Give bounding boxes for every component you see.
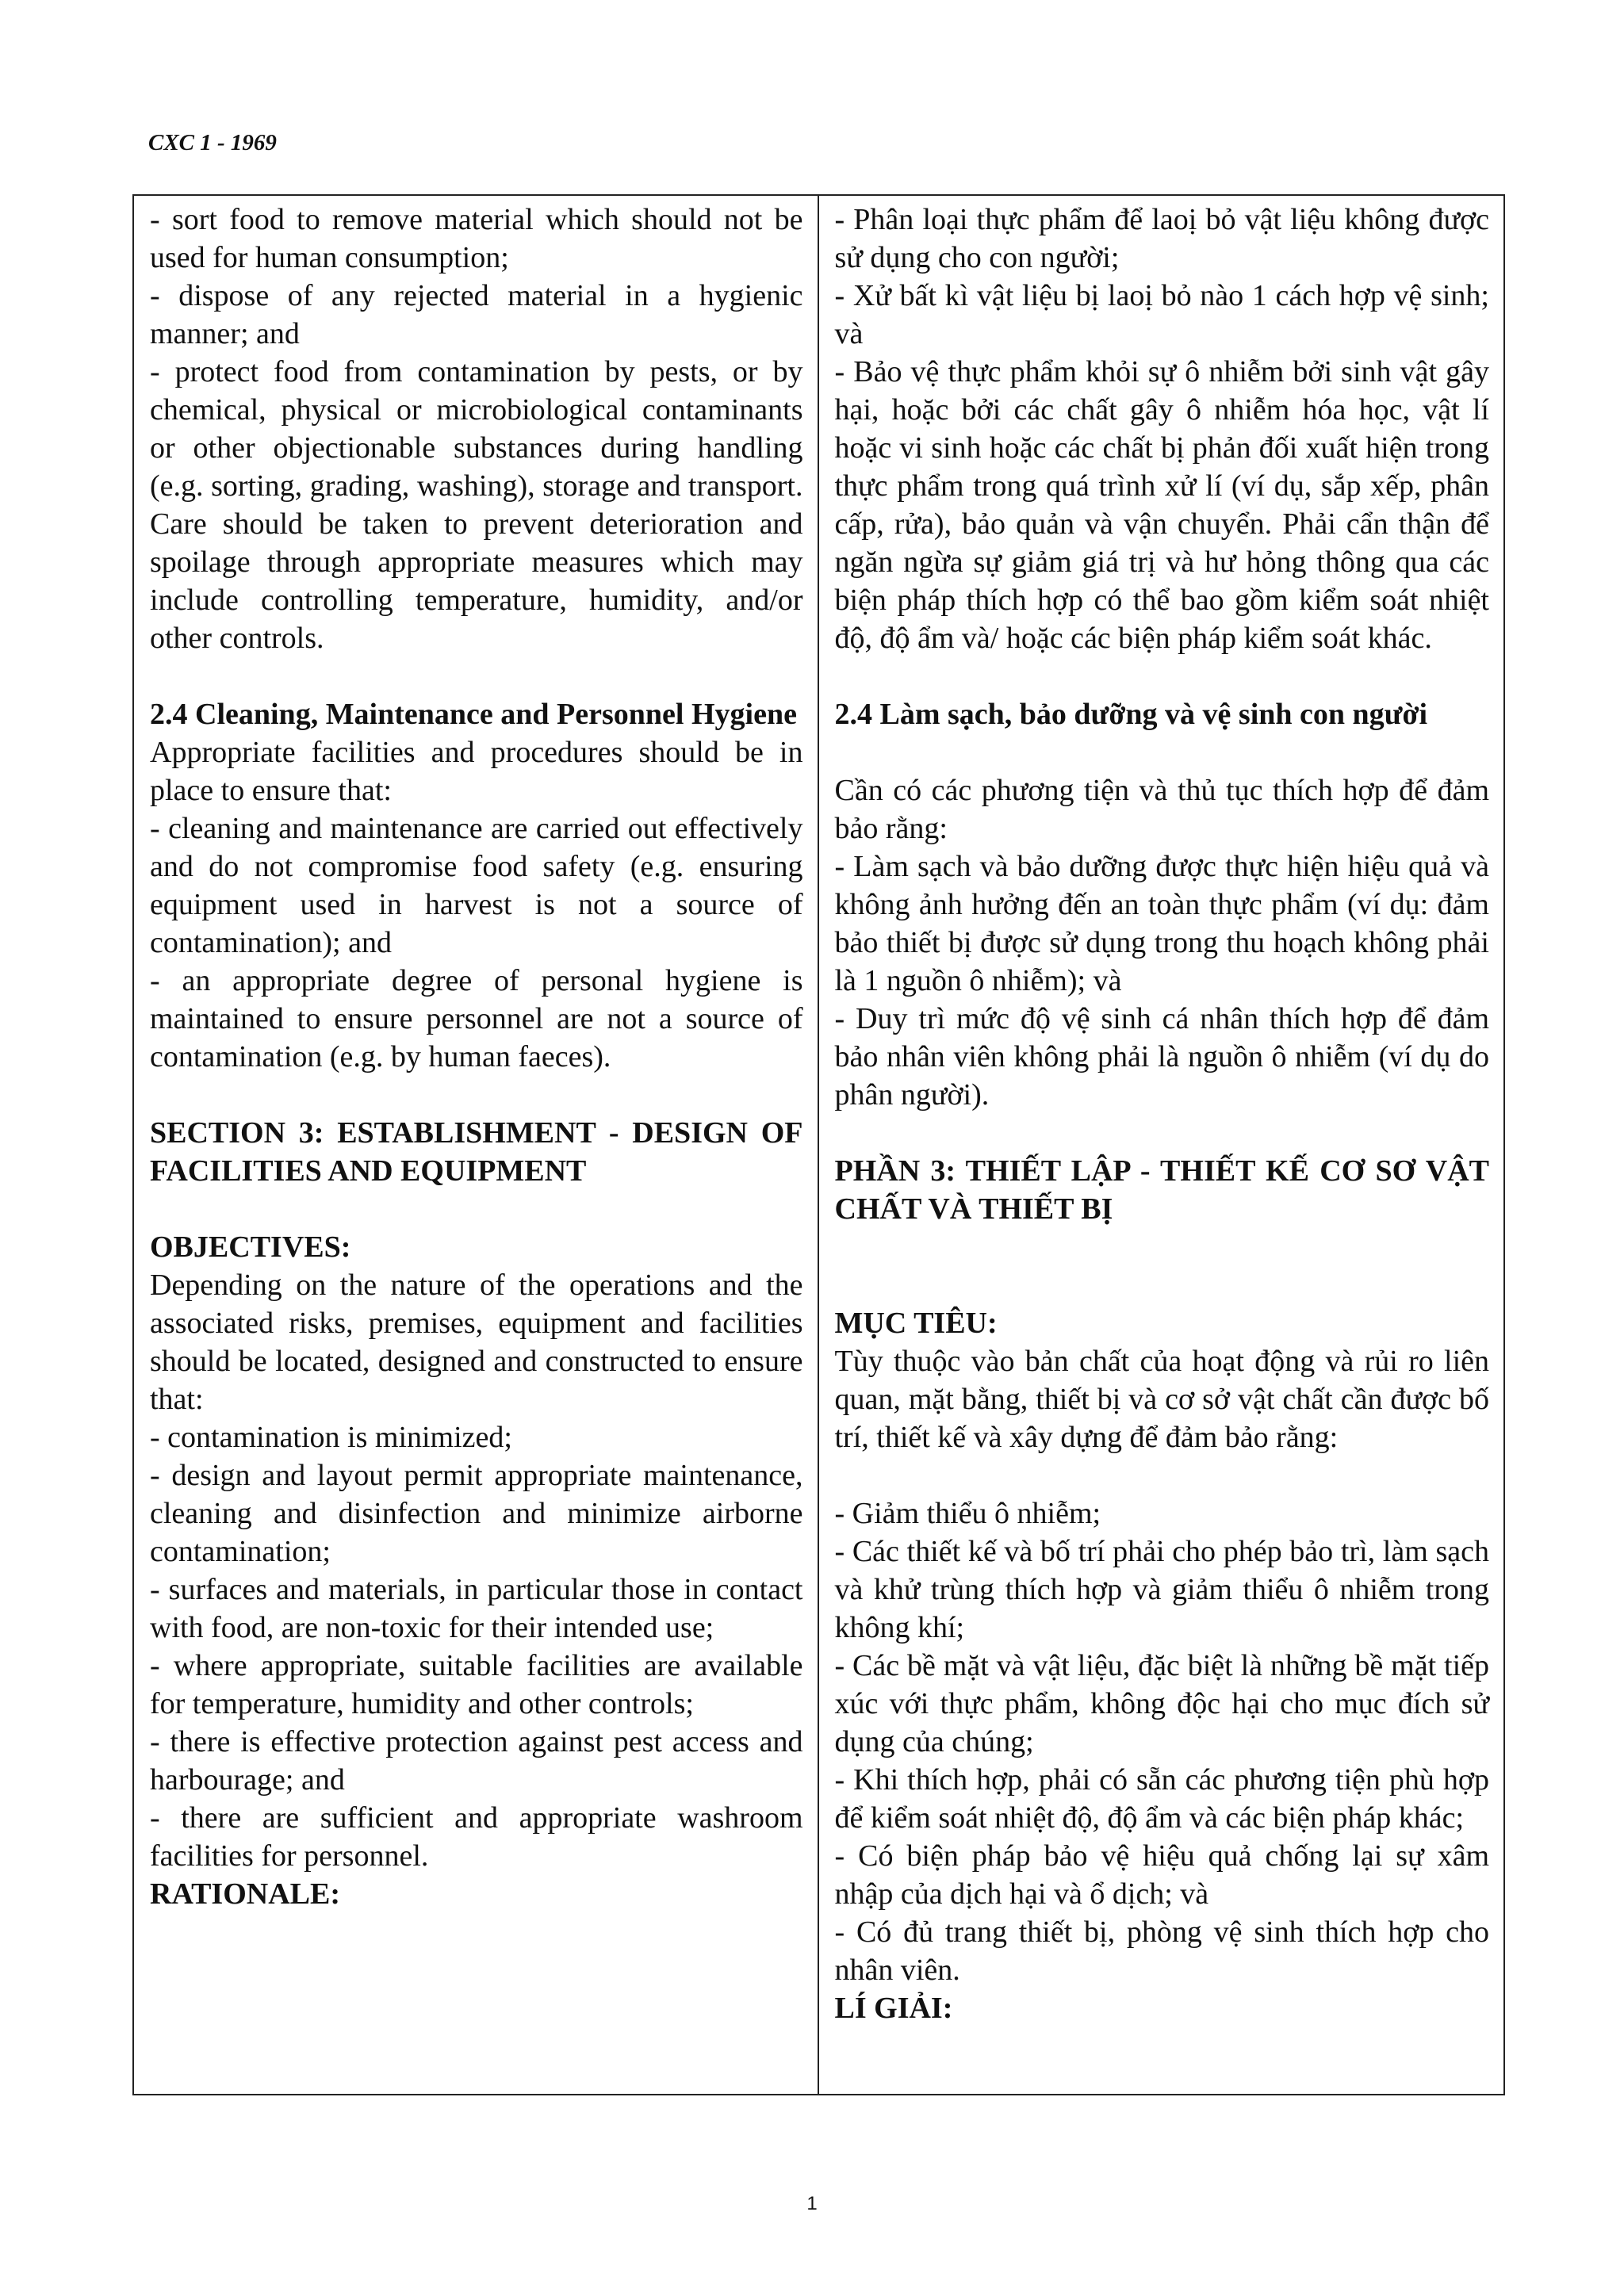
vi-objectives-heading: MỤC TIÊU: (834, 1307, 998, 1340)
vi-section-2-4-heading: 2.4 Làm sạch, bảo dưỡng và vệ sinh con người (834, 698, 1428, 731)
en-objective-item: - contamination is minimized; (150, 1421, 512, 1454)
en-sort-item: - sort food to remove material which should not be used for human consumption; (150, 203, 803, 274)
vi-objective-item: - Các thiết kế và bố trí phải cho phép bảo trì, làm sạch và khử trùng thích hợp và giảm thiểu ô nhiễm trong không khí; (834, 1535, 1489, 1644)
en-objective-item: - there is effective protection against pest access and harbourage; and (150, 1725, 803, 1797)
vi-objective-item: - Có đủ trang thiết bị, phòng vệ sinh thích hợp cho nhân viên. (834, 1915, 1489, 1987)
vi-objective-item: - Khi thích hợp, phải có sẵn các phương tiện phù hợp để kiểm soát nhiệt độ, độ ẩm và các biện pháp khác; (834, 1763, 1489, 1835)
vi-rationale-heading: LÍ GIẢI: (834, 1992, 953, 2025)
vietnamese-column (819, 196, 1504, 2094)
en-objectives-intro: Depending on the nature of the operations and the associated risks, premises, equipment and facilities should be located, designed and constructed to ensure that: (150, 1269, 803, 1416)
vi-sort-item: - Phân loại thực phẩm để laoị bỏ vật liệu không được sử dụng cho con người; (834, 203, 1489, 274)
en-section-3-heading: SECTION 3: ESTABLISHMENT - DESIGN OF FACILITIES AND EQUIPMENT (150, 1116, 803, 1188)
vi-protect-item: - Bảo vệ thực phẩm khỏi sự ô nhiễm bởi sinh vật gây hại, hoặc bởi các chất gây ô nhiễm hóa học, vật lí hoặc vi sinh hoặc các chất bị phản đối xuất hiện trong thực phẩm trong quá trình xử lí (ví dụ, sắp xếp, phân cấp, rửa), bảo quản và vận chuyển. Phải cẩn thận để ngăn ngừa sự giảm giá trị và hư hỏng thông qua các biện pháp thích hợp có thể bao gồm kiểm soát nhiệt độ, độ ẩm và/ hoặc các biện pháp kiểm soát khác. (834, 355, 1489, 655)
en-section-2-4-intro: Appropriate facilities and procedures should be in place to ensure that: (150, 736, 803, 807)
vi-dispose-item: - Xử bất kì vật liệu bị laoị bỏ nào 1 cách hợp vệ sinh; và (834, 279, 1489, 350)
vi-section-2-4-item-1: - Làm sạch và bảo dưỡng được thực hiện hiệu quả và không ảnh hưởng đến an toàn thực phẩm (ví dụ: đảm bảo thiết bị được sử dụng trong thu hoạch không phải là 1 nguồn ô nhiễm); và (834, 850, 1489, 997)
vi-section-2-4-item-2: - Duy trì mức độ vệ sinh cá nhân thích hợp để đảm bảo nhân viên không phải là nguồn ô nhiễm (ví dụ do phân người). (834, 1002, 1489, 1112)
document-code: CXC 1 - 1969 (148, 130, 277, 155)
bilingual-table (132, 194, 1505, 2095)
en-objective-item: - design and layout permit appropriate maintenance, cleaning and disinfection and minimize airborne contamination; (150, 1459, 803, 1568)
en-dispose-item: - dispose of any rejected material in a hygienic manner; and (150, 279, 803, 350)
page-number: 1 (806, 2193, 818, 2214)
en-objective-item: - where appropriate, suitable facilities are available for temperature, humidity and other controls; (150, 1649, 803, 1720)
vi-objectives-intro: Tùy thuộc vào bản chất của hoạt động và rủi ro liên quan, mặt bằng, thiết bị và cơ sở vật chất cần được bố trí, thiết kế và xây dựng để đảm bảo rằng: (834, 1345, 1489, 1454)
en-objective-item: - there are sufficient and appropriate washroom facilities for personnel. (150, 1801, 803, 1873)
english-column (134, 196, 819, 2094)
vi-objective-item: - Giảm thiểu ô nhiễm; (834, 1497, 1101, 1530)
en-section-2-4-heading: 2.4 Cleaning, Maintenance and Personnel Hygiene (150, 698, 797, 731)
en-rationale-heading: RATIONALE: (150, 1877, 340, 1911)
en-section-2-4-item-1: - cleaning and maintenance are carried out effectively and do not compromise food safety (e.g. ensuring equipment used in harvest is not a source of contamination); and (150, 812, 803, 959)
vi-section-2-4-intro: Cần có các phương tiện và thủ tục thích hợp để đảm bảo rằng: (834, 774, 1489, 845)
en-section-2-4-item-2: - an appropriate degree of personal hygiene is maintained to ensure personnel are not a source of contamination (e.g. by human faeces). (150, 964, 803, 1073)
en-objective-item: - surfaces and materials, in particular those in contact with food, are non-toxic for their intended use; (150, 1573, 803, 1644)
vi-objective-item: - Các bề mặt và vật liệu, đặc biệt là những bề mặt tiếp xúc với thực phẩm, không độc hại cho mục đích sử dụng của chúng; (834, 1649, 1489, 1758)
en-protect-item: - protect food from contamination by pests, or by chemical, physical or microbiological contaminants or other objectionable substances during handling (e.g. sorting, grading, washing), storage and transport. Care should be taken to prevent deterioration and spoilage through appropriate measures which may include controlling temperature, humidity, and/or other controls. (150, 355, 803, 655)
vi-objective-item: - Có biện pháp bảo vệ hiệu quả chống lại sự xâm nhập của dịch hại và ổ dịch; và (834, 1839, 1489, 1911)
vi-section-3-heading: PHẦN 3: THIẾT LẬP - THIẾT KẾ CƠ SƠ VẬT CHẤT VÀ THIẾT BỊ (834, 1154, 1489, 1226)
en-objectives-heading: OBJECTIVES: (150, 1230, 351, 1264)
